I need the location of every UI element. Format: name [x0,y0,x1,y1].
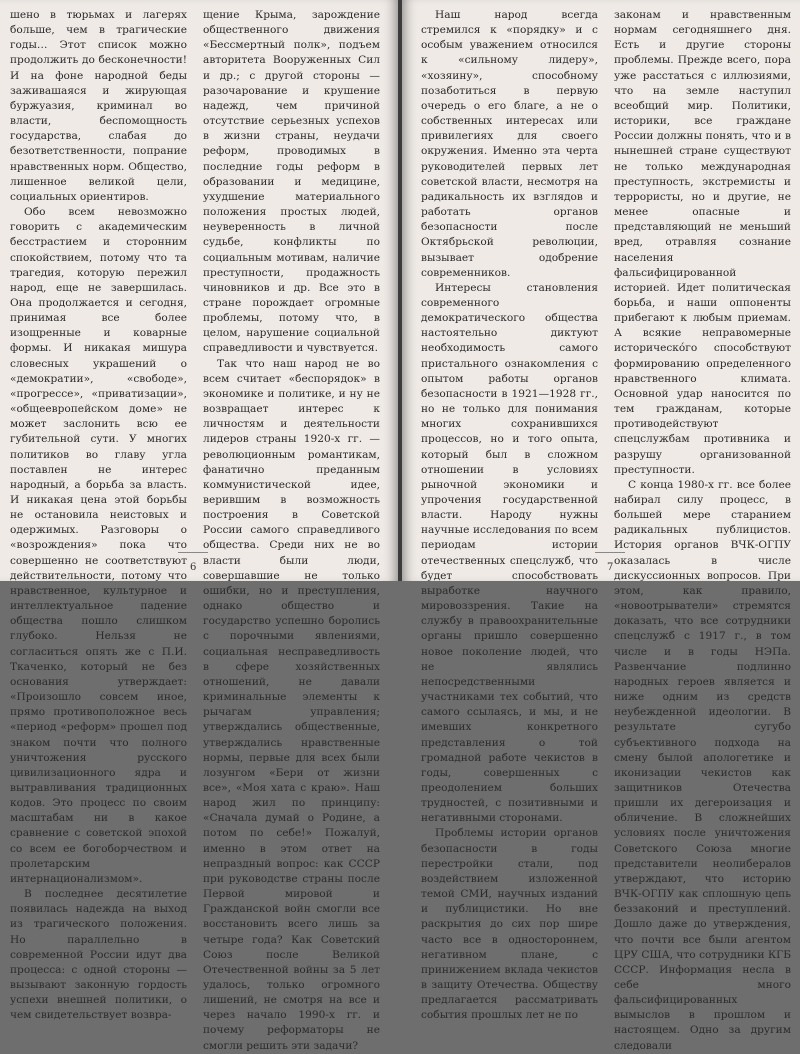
paragraph: законам и нравственным нормам сегодняшнего дня. Есть и другие стороны проблемы. Прежде всего, пора уже расстаться с иллюзиями, что на земле наступил всеобщий мир. Политики, историки, все граждане России должны понять, что и в нынешней стране существуют не только международная преступность, экстремисты и террористы, но и другие, не менее опасные и представляющий не меньший вред, отравляя сознание населения фальсифицированной историей. Идет политическая борьба, и наши оппоненты прибегают к любым приемам. А всякие неправомерные историческо́го способствуют формированию определенного нравственного климата. Основной удар наносится по тем гражданам, которые противодействуют спецслужбам противника и разрушу организованной преступности. [614,9,791,476]
paragraph: Так что наш народ не во всем считает «беспорядок» в экономике и политике, и ну не возвращает интерес к личностям и деятельности лидеров страны 1920-х гг. — революционным романтикам, фанатично преданным коммунистической идее, верившим в возможность построения в Советской России самого справедливого общества. Среди них не во власти были люди, совершавшие не только ошибки, но и преступления, однако общество и государство успешно боролись с порочными явлениями, социальная несправедливость в сфере хозяйственных отношений, не давали криминальные элементы к рычагам управления; утверждались общественные, утверждались нравственные нормы, первые для всех были лозунгом «Бери от жизни все», «Моя хата с краю». Наш народ жил по принципу: «Сначала думай о Родине, а потом по себе!» Пожалуй, именно в этом ответ на непраздный вопрос: как СССР при руководстве страны после Первой мировой и Гражданской войн смогли все восстановить всего лишь за четыре года? Как Советский Союз после Великой Отечественной войны за 5 лет удалось, только огромного лишений, не смотря на все и через начало 1990-х гг. и почему реформаторы не смогли решить эти задачи? [203,357,380,1052]
paragraph: Проблемы истории органов безопасности в годы перестройки стали, под воздействием изложенной темой СМИ, научных изданий и публицистики. Но вне раскрытия до сих пор шире часто все в одностороннем, негативном плане, с принижением вклада чекистов в защиту Отечества. Обществу предлагается рассматривать события прошлых лет не по [421,827,598,1022]
paragraph: щение Крыма, зарождение общественного движения «Бессмертный полк», подъем авторитета Вооруженных Сил и др.; с другой стороны — разочарование и крушение надежд, чем причиной отсутствие серьезных успехов в жизни страны, неудачи реформ, проводимых в последние годы реформ в образовании и медицине, ухудшение материального положения простых людей, неуверенность в личной судьбе, конфликты по социальным мотивам, наличие преступности, продажность чиновников и др. Все это в стране порождает огромные проблемы, потому что, в целом, нарушение социальной справедливости и чувствуется. [203,9,380,355]
left-page [0,0,398,1052]
page-number-rule [178,552,208,553]
paragraph: С конца 1980-х гг. все более набирал силу процесс, в большей мере старанием радикальных публицистов. История органов ВЧК-ОГПУ оказалась в числе дискуссионных вопросов. При этом, как правило, «новоотрыватели» стремятся доказать, что все сотрудники спецслужб с 1917 г., в том числе и в годы НЭПа. Развенчание подлинно народных героев является и ниже одним из средств неубежденной идеологии. В результате сугубо субъективного подхода на смену былой апологетике и иконизации чекистов как защитников Отечества пришли их дегероизация и обличение. В сложнейших условиях после уничтожения Советского Союза многие представители неолибералов утверждают, что историю ВЧК-ОГПУ как сплошную цепь беззаконий и преступлений. Дошло даже до утверждения, что почти все были агентом ЦРУ США, что сотрудники КГБ СССР. Информация несла в себе много фальсифицированных вымыслов в прошлом и настоящем. Одно за другим следовали [614,478,791,1052]
page-number: 7 [607,562,614,573]
page-number-rule [595,552,625,553]
page-number: 6 [190,562,197,573]
paragraph: Интересы становления современного демократического общества настоятельно диктуют необходимость самого пристального ознакомления с опытом работы органов безопасности в 1921—1928 гг., но не только для понимания многих сохранившихся процессов, но и того опыта, который был в сложном отношении в условиях рыночной экономики и упрочения государственной власти. Народу нужны научные исследования по всем периодам истории отечественных спецслужб, что будет способствовать выработке научного мировоззрения. Такие на службу в правоохранительные органы пришло совершенно новое поколение людей, что не являлись непосредственными участниками тех событий, что самого ссылаясь, и мы, и не имевших конкретного представления о той громадной работе чекистов в годы, совершенных с преодолением больших трудностей, с позитивными и негативными сторонами. [421,281,598,825]
paragraph: шено в тюрьмах и лагерях больше, чем в трагические годы… Этот список можно продолжить до бесконечности! И на фоне народной беды заживашаяся и жирующая буржуазия, криминал во власти, беспомощность государства, слабая до безответственности, попрание нравственных норм. Общество, лишенное великой цели, социальных ориентиров. [10,9,187,203]
paragraph: В последнее десятилетие появилась надежда на выход из трагического положения. Но параллельно в современной России идут два процесса: с одной стороны — вызывают законную гордость успехи внешней политики, о чем свидетельствует возвра- [10,888,187,1022]
left-page-column-1 [10,8,187,1022]
paragraph: Обо всем невозможно говорить с академическим бесстрастием и сторонним спокойствием, потому что та трагедия, которую пережил народ, еще не завершилась. Она продолжается и сегодня, принимая все более изощренные и коварные формы. И никакая мишура словесных украшений о «демократии», «свободе», «прогрессе», «приватизации», «общеевропейском доме» не может заслонить всю ее губительной сути. У многих политиков во главу угла поставлен не интерес народный, а борьба за власть. И никакая цена этой борьбы не остановила неистовых и одержимых. Разговоры о «возрождения» пока что совершенно не соответствуют действительности, потому что нравственное, культурное и интеллектуальное падение общества пошло слишком глубоко. Нельзя не согласиться опять же с П.И. Ткаченко, который не без основания утверждает: «Произошло совсем иное, прямо противоположное весь «период «реформ» прошел под знаком почти что полного уничтожения русского цивилизационного ядра и вытравливания традиционных кодов. Это процесс по своим масштабам ни в какое сравнение с советской эпохой со всем ее богоборчеством и пролетарским интернационализмом». [10,206,187,885]
paragraph: Наш народ всегда стремился к «порядку» и с особым уважением относился к «сильному лидеру», «хозяину», способному позаботиться в первую очередь о его благе, а не о собственных интересах или привилегиях для своего окружения. Именно эта черта руководителей первых лет советской власти, несмотря на радикальность их взглядов и работать органов безопасности после Октябрьской революции, вызывает одобрение современников. [421,9,598,279]
right-page [402,0,800,1052]
left-page-column-2 [203,8,380,1052]
right-page-column-1 [421,8,598,1022]
right-page-column-2 [614,8,791,1052]
